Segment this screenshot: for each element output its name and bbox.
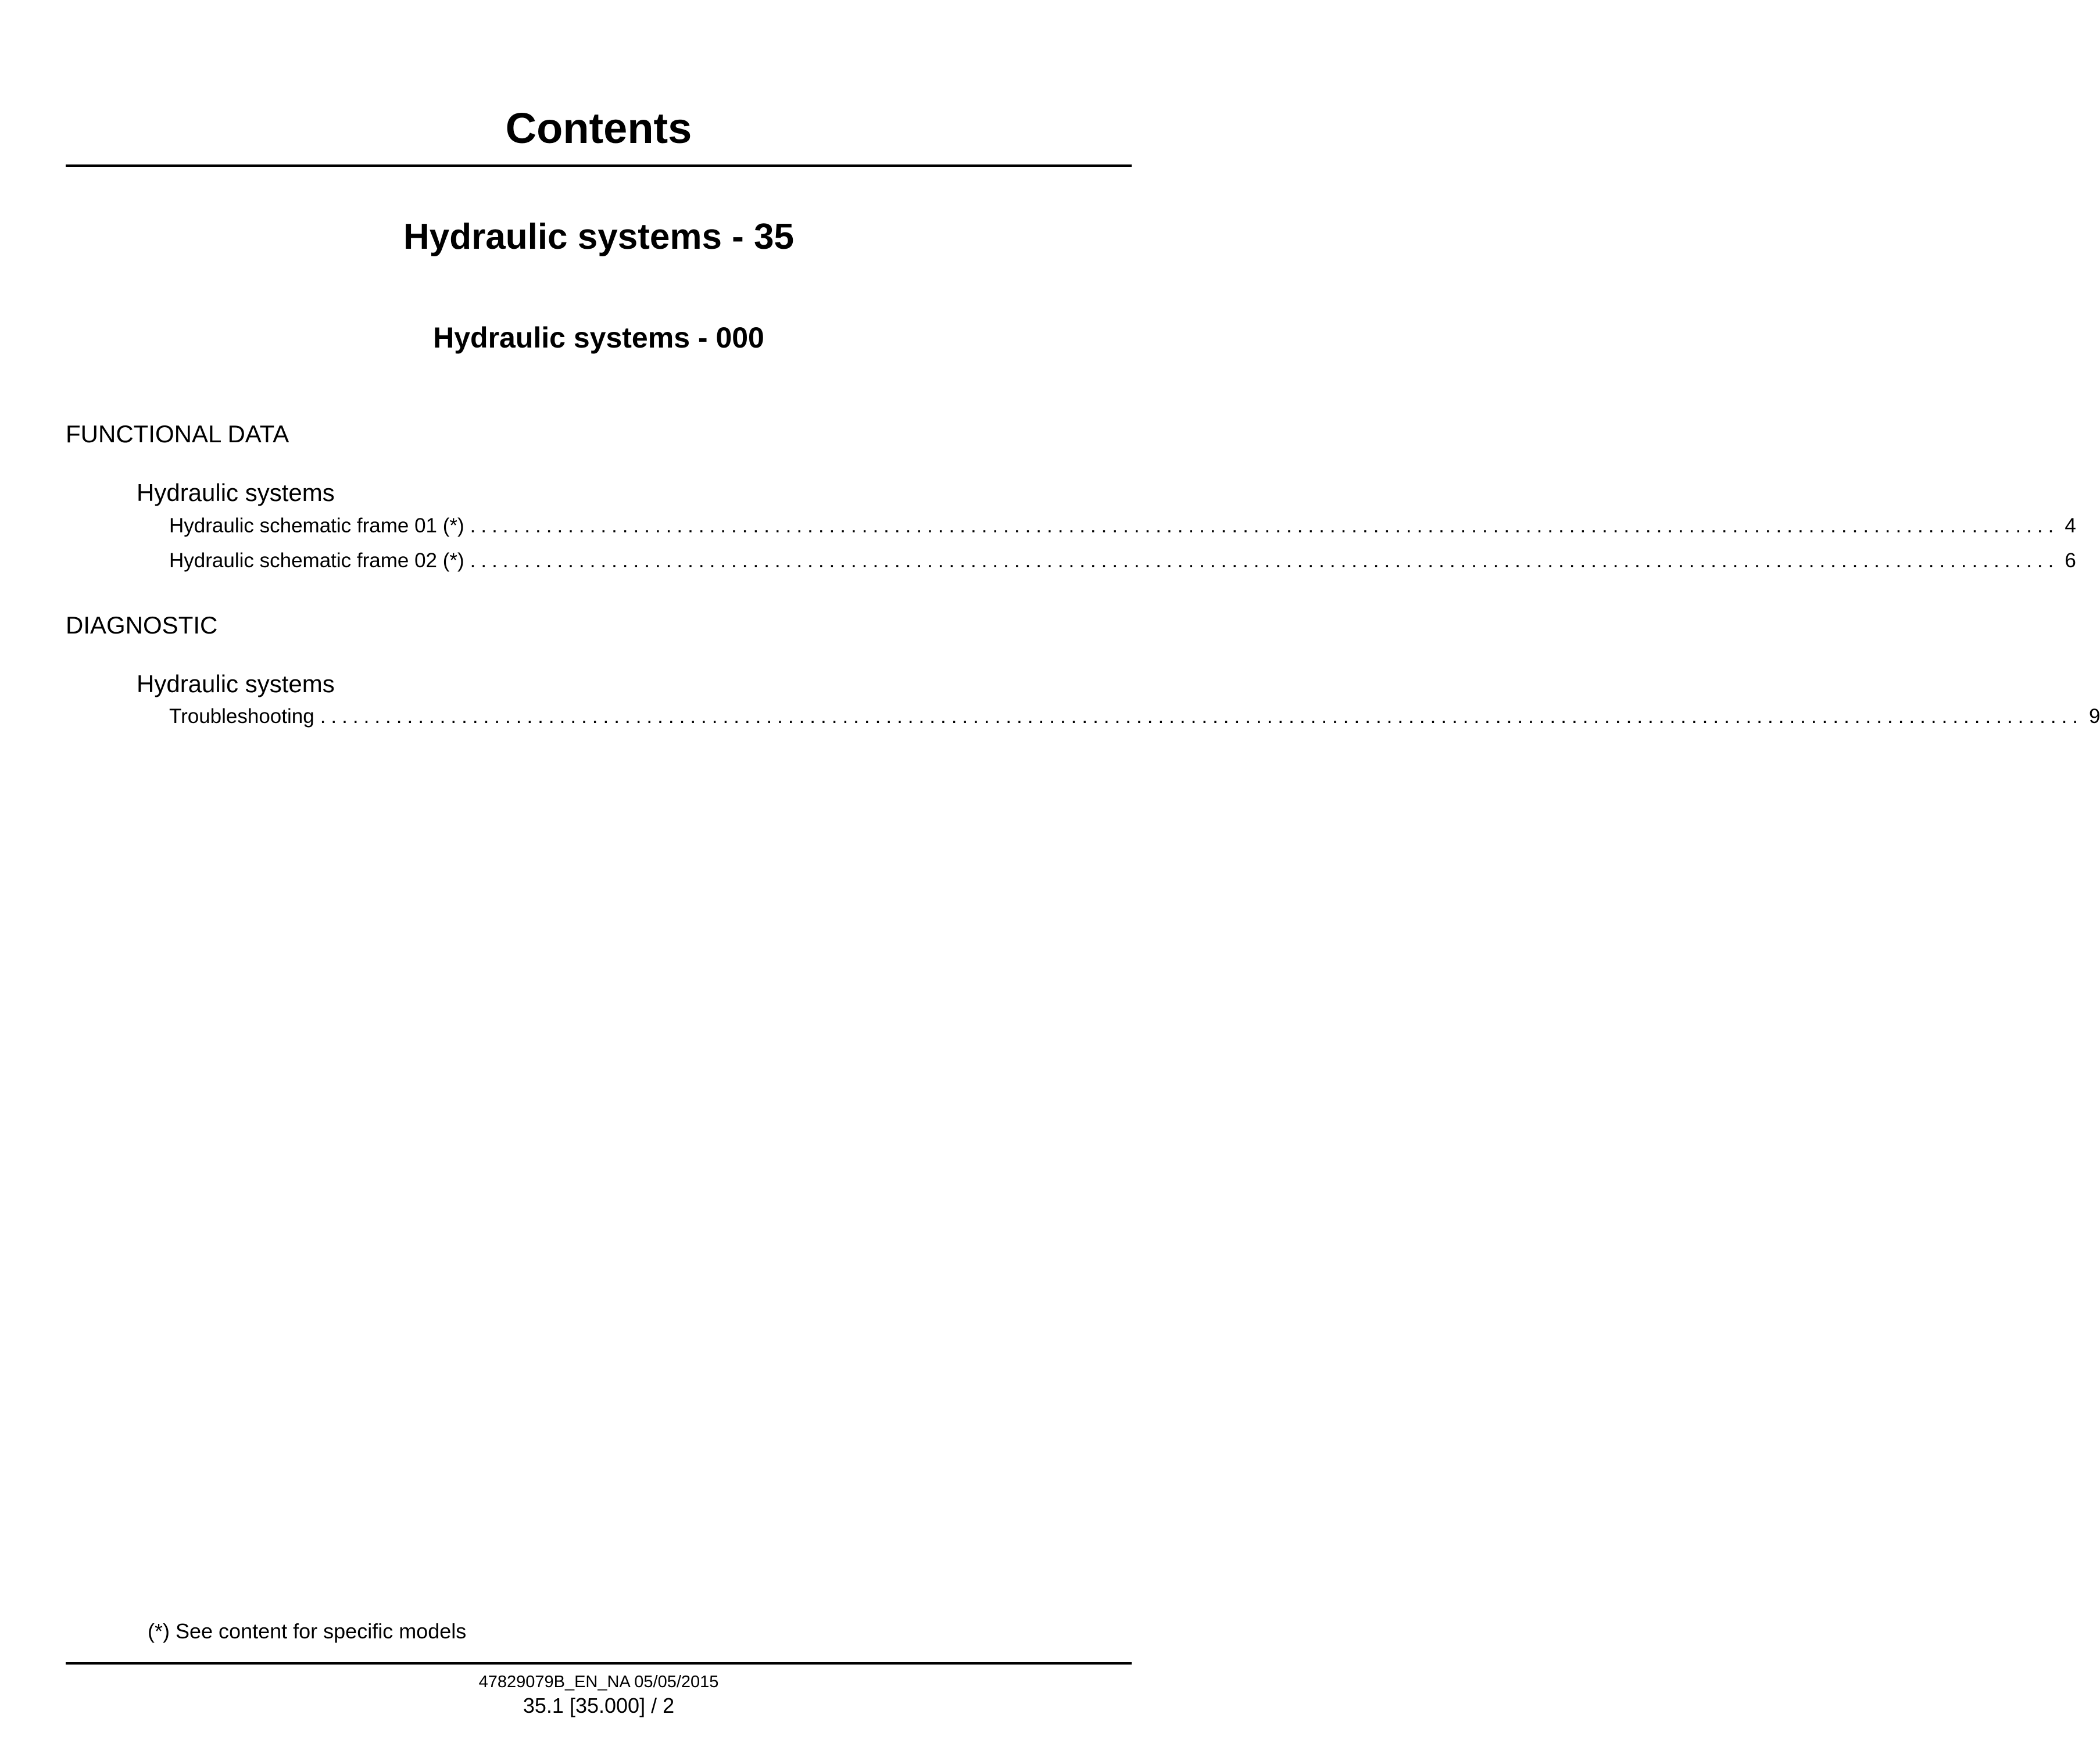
toc-entry-troubleshooting[interactable] [169, 702, 2100, 731]
dot-leader: .................................................................................................................................................. [470, 549, 2059, 572]
document-id: 47829079B_EN_NA 05/05/2015 [478, 1673, 719, 1691]
category-functional-data: FUNCTIONAL DATA [66, 420, 289, 448]
chapter-title: Hydraulic systems - 35 [403, 217, 794, 257]
dot-leader: .................................................................................................................................................. [470, 514, 2059, 537]
footer-divider [66, 1662, 1132, 1665]
group-hydraulic-systems-functional: Hydraulic systems [137, 479, 335, 506]
toc-entry-label: Hydraulic schematic frame 01 (*) [169, 514, 464, 537]
toc-entry-label: Troubleshooting [169, 705, 314, 728]
toc-entry-label: Hydraulic schematic frame 02 (*) [169, 549, 464, 572]
toc-entry-hydraulic-schematic-frame-01[interactable] [169, 511, 2076, 541]
header-divider [66, 164, 1132, 167]
page-reference: 35.1 [35.000] / 2 [523, 1694, 675, 1717]
dot-leader: .................................................................................................................................................................. [320, 705, 2084, 728]
toc-entry-page-number: 6 [2065, 549, 2076, 572]
page-title: Contents [505, 104, 692, 152]
group-hydraulic-systems-diagnostic: Hydraulic systems [137, 670, 335, 697]
category-diagnostic: DIAGNOSTIC [66, 611, 218, 639]
toc-entry-page-number: 9 [2089, 705, 2100, 728]
toc-entry-hydraulic-schematic-frame-02[interactable] [169, 546, 2076, 575]
toc-entry-page-number: 4 [2065, 514, 2076, 537]
footnote: (*) See content for specific models [148, 1619, 467, 1643]
section-title: Hydraulic systems - 000 [433, 321, 764, 354]
